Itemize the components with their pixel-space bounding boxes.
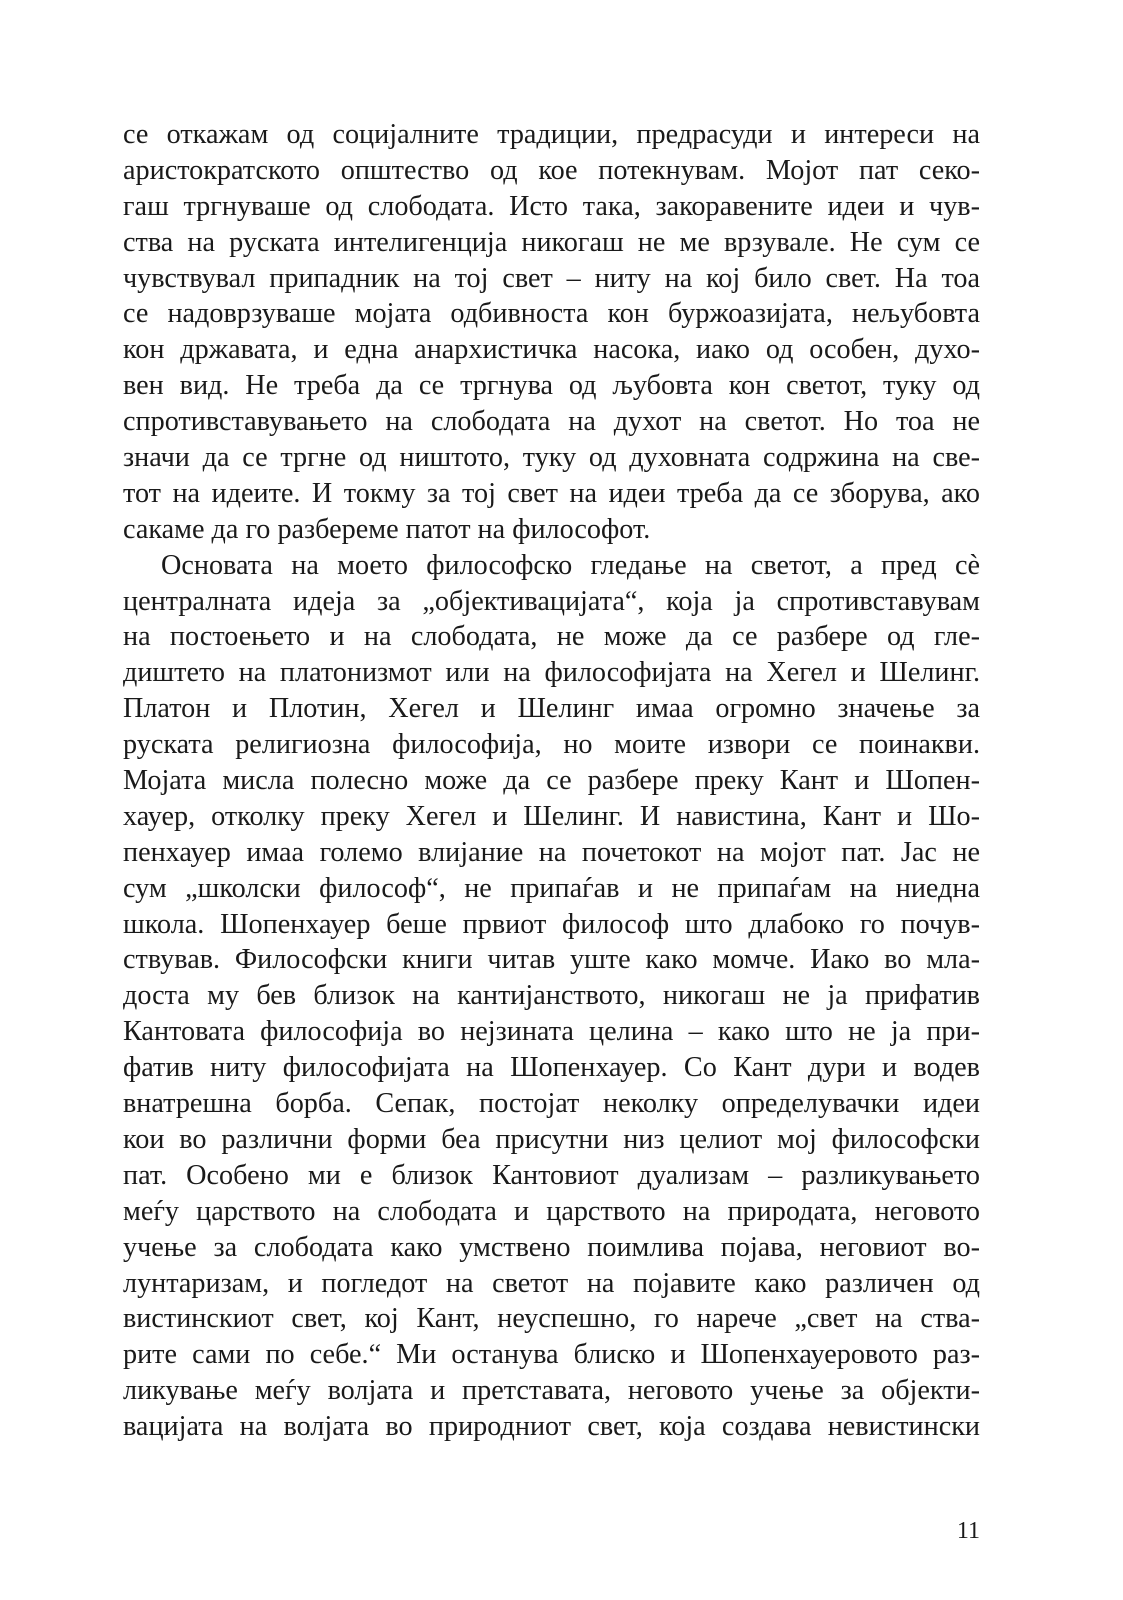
text-line: меѓу царството на слободата и царството на природата, неговото xyxy=(123,1195,980,1227)
text-line: доста му бев близок на кантијанството, никогаш не ја прифатив xyxy=(123,980,980,1012)
text-line: се надоврзуваше мојата одбивноста кон буржоазијата, нељубовта xyxy=(123,298,980,330)
text-line: фатив ниту философијата на Шопенхауер. Со Кант дури и водев xyxy=(123,1052,980,1084)
text-line: Кантовата философија во нејзината целина – како што не ја при- xyxy=(123,1016,980,1048)
text-line: Платон и Плотин, Хегел и Шелинг имаа огромно значење за xyxy=(123,693,980,725)
page-number: 11 xyxy=(956,1518,980,1544)
text-line: аристократското општество од кое потекнувам. Мојот пат секо- xyxy=(123,154,980,186)
text-line: се откажам од социјалните традиции, предрасуди и интереси на xyxy=(123,119,980,150)
text-line: пат. Особено ми е близок Кантовиот дуализам – разликувањето xyxy=(123,1159,980,1191)
text-line: ликување меѓу волјата и претставата, неговото учење за објекти- xyxy=(123,1375,980,1407)
text-line: рите сами по себе.“ Ми останува блиско и Шопенхауеровото раз- xyxy=(123,1339,980,1371)
text-line: вен вид. Не треба да се тргнува од љубовта кон светот, туку од xyxy=(123,370,980,402)
text-line: лунтаризам, и погледот на светот на појавите како различен од xyxy=(123,1267,980,1299)
paragraph-2 xyxy=(123,548,980,1445)
text-line: ствував. Философски книги читав уште како момче. Иако во мла- xyxy=(123,944,980,976)
text-line: централната идеја за „објективацијата“, која ја спротивставувам xyxy=(123,585,980,617)
text-line: спротивставувањето на слободата на духот на светот. Но тоа не xyxy=(123,406,980,438)
text-line: кои во различни форми беа присутни низ целиот мој философски xyxy=(123,1123,980,1155)
text-line: сакаме да го разбереме патот на философот. xyxy=(123,513,651,545)
text-line: руската религиозна философија, но моите извори се поинакви. xyxy=(123,729,980,761)
text-line: вистинскиот свет, кој Кант, неуспешно, го нарече „свет на ства- xyxy=(123,1303,980,1335)
body-text xyxy=(123,117,980,1445)
text-line: сум „школски философ“, не припаѓав и не припаѓам на ниедна xyxy=(123,872,980,904)
text-line: тот на идеите. И токму за тој свет на идеи треба да се зборува, ако xyxy=(123,477,980,509)
text-line: диштето на платонизмот или на философијата на Хегел и Шелинг. xyxy=(123,657,980,689)
text-line: кон државата, и една анархистичка насока, иако од особен, духо- xyxy=(123,334,980,366)
text-line: на постоењето и на слободата, не може да се разбере од гле- xyxy=(123,621,980,653)
text-line: чувствувал припадник на тој свет – ниту на кој било свет. На тоа xyxy=(123,262,980,294)
paragraph-1 xyxy=(123,117,980,548)
text-line: значи да се тргне од ништото, туку од духовната содржина на све- xyxy=(123,442,980,474)
text-line: хауер, отколку преку Хегел и Шелинг. И навистина, Кант и Шо- xyxy=(123,800,980,832)
text-line: вацијата на волјата во природниот свет, која создава невистински xyxy=(123,1411,980,1443)
text-line: пенхауер имаа големо влијание на почетокот на мојот пат. Јас не xyxy=(123,836,980,868)
text-line: внатрешна борба. Сепак, постојат неколку определувачки идеи xyxy=(123,1088,980,1120)
text-line: школа. Шопенхауер беше првиот философ што длабоко го почув- xyxy=(123,908,980,940)
text-line: Мојата мисла полесно може да се разбере преку Кант и Шопен- xyxy=(123,765,980,797)
text-line: учење за слободата како умствено поимлива појава, неговиот во- xyxy=(123,1231,980,1263)
text-line: ства на руската интелигенција никогаш не ме врзувале. Не сум се xyxy=(123,226,980,258)
text-line: гаш тргнуваше од слободата. Исто така, закоравените идеи и чув- xyxy=(123,190,980,222)
text-line: Основата на моето философско гледање на светот, а пред сè xyxy=(161,549,980,581)
